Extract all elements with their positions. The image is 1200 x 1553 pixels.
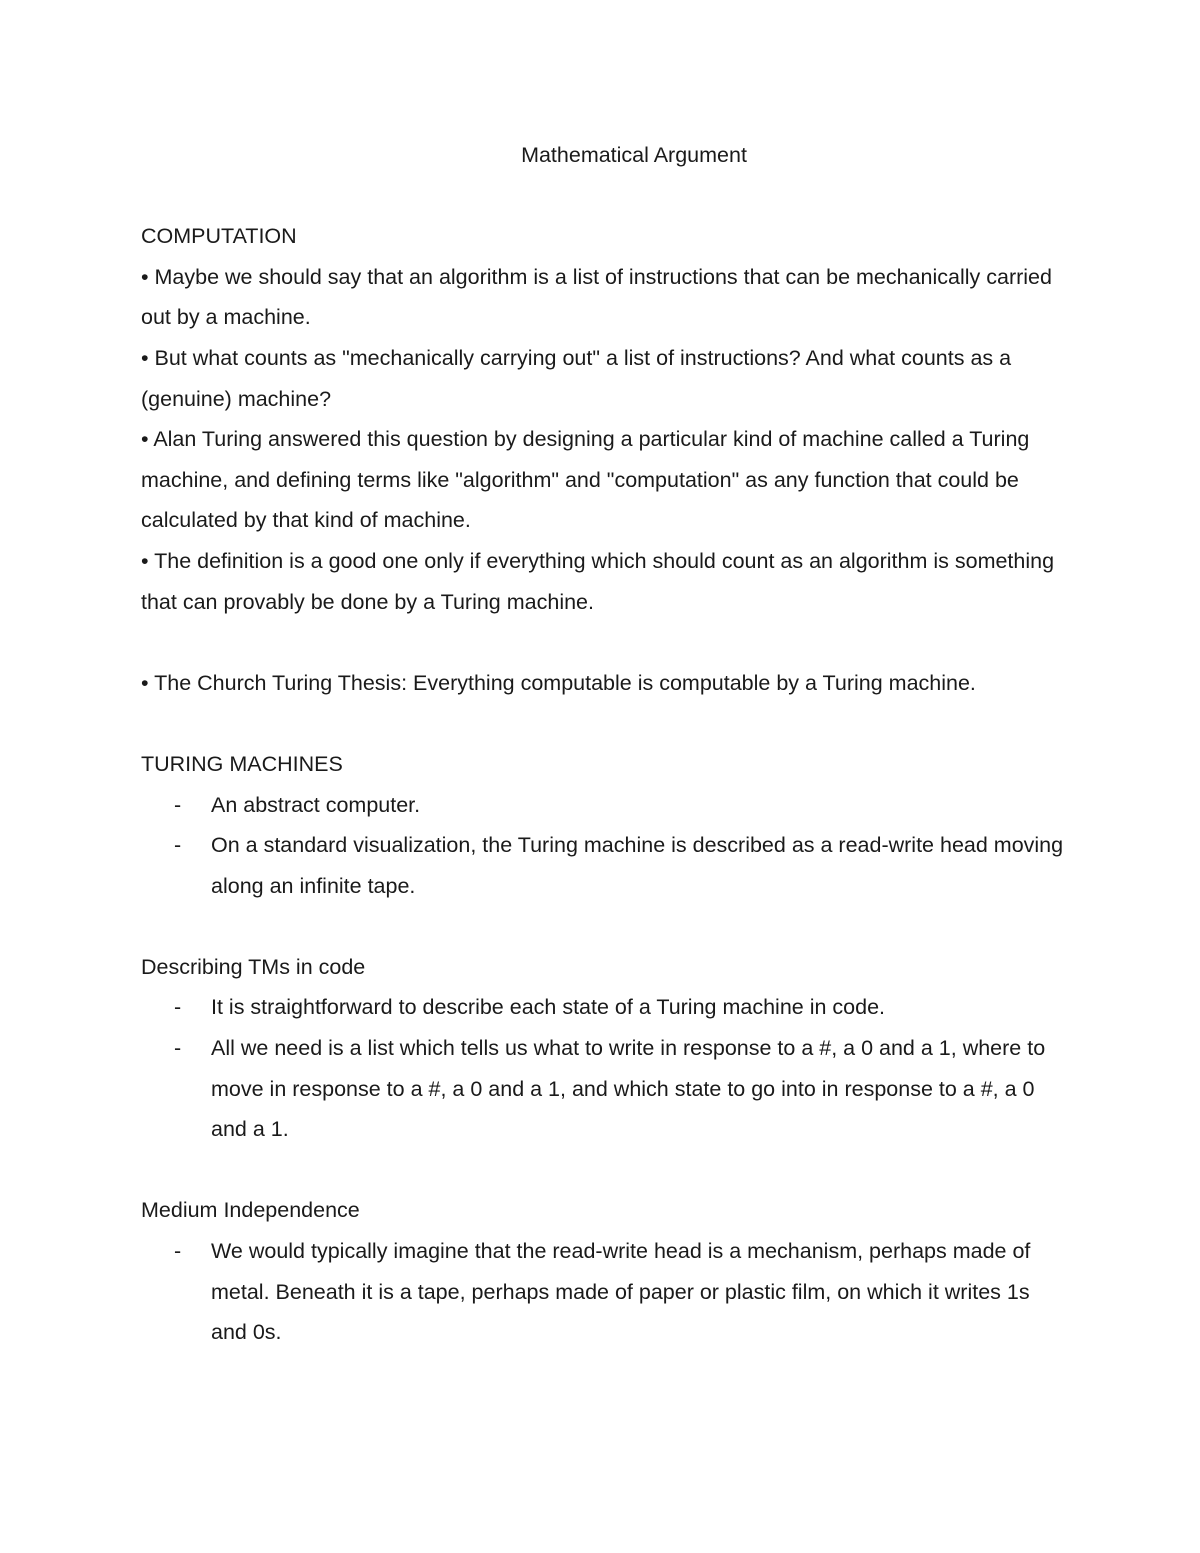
turing-machines-list [141,785,1071,907]
section-heading-turing-machines: TURING MACHINES [141,751,343,776]
bullet-paragraph: • Alan Turing answered this question by designing a particular kind of machine called a Turing machine, and defining terms like "algorithm" and "computation" as any function that could be calculated by that kind of machine. [141,427,1030,533]
medium-list [141,1231,1071,1353]
church-turing-thesis: • The Church Turing Thesis: Everything computable is computable by a Turing machine. [141,670,976,695]
list-item-text: All we need is a list which tells us what to write in response to a #, a 0 and a 1, where to move in response to a #, a 0 and a 1, and which state to go into in response to a #, a 0 and a 1. [211,1036,1046,1142]
dash-bullet: - [174,792,182,817]
bullet-paragraph: • But what counts as "mechanically carrying out" a list of instructions? And what counts as a (genuine) machine? [141,345,1012,411]
bullet-paragraph: • Maybe we should say that an algorithm is a list of instructions that can be mechanically carried out by a machine. [141,264,1052,330]
section-heading-medium: Medium Independence [141,1198,360,1223]
list-item-text: An abstract computer. [211,792,421,817]
section-heading-describing: Describing TMs in code [141,954,366,979]
dash-bullet: - [174,995,182,1020]
list-item [141,1231,1071,1353]
document-body [141,135,1071,1353]
dash-bullet: - [174,1239,182,1264]
dash-bullet: - [174,833,182,858]
list-item [141,785,1071,826]
list-item-text: We would typically imagine that the read-write head is a mechanism, perhaps made of metal. Beneath it is a tape, perhaps made of paper or plastic film, on which it writes 1s and 0s. [211,1239,1031,1345]
bullet-paragraph: • The definition is a good one only if everything which should count as an algorithm is something that can provably be done by a Turing machine. [141,548,1055,614]
list-item-text: It is straightforward to describe each state of a Turing machine in code. [211,995,886,1020]
dash-bullet: - [174,1036,182,1061]
list-item-text: On a standard visualization, the Turing machine is described as a read-write head moving along an infinite tape. [211,833,1064,898]
describing-list [141,987,1071,1149]
list-item [141,987,1071,1028]
list-item [141,1028,1071,1150]
document-title: Mathematical Argument [521,143,747,167]
list-item [141,825,1071,906]
section-heading-computation: COMPUTATION [141,224,297,249]
